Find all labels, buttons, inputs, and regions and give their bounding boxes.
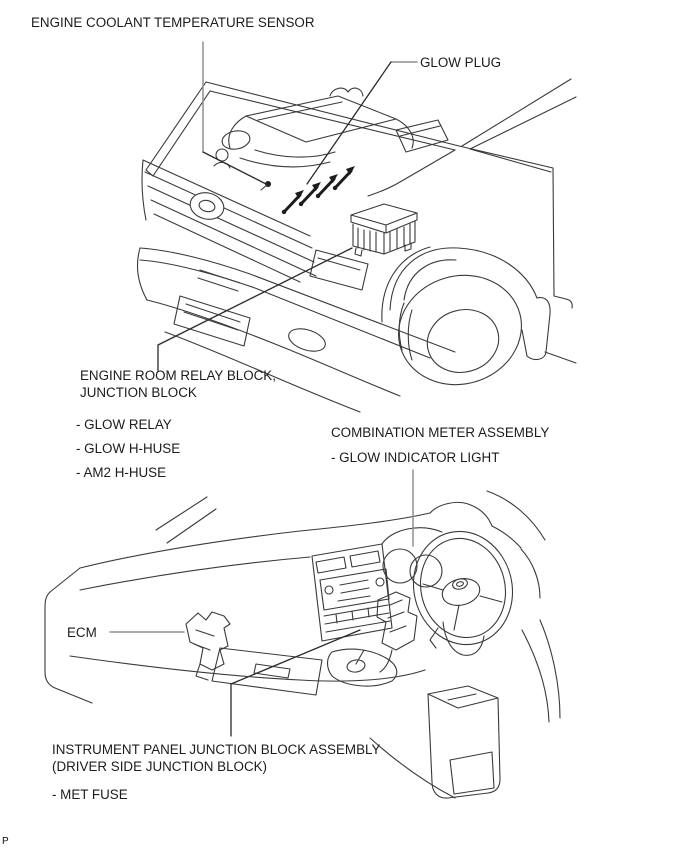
label-ecm: ECM xyxy=(67,625,97,640)
leader-relay-block xyxy=(158,248,352,371)
steering-wheel xyxy=(402,521,525,655)
label-glow-h-fuse: - GLOW H-HUSE xyxy=(76,441,181,456)
combination-meter-cluster xyxy=(382,528,442,587)
relay-block-marker xyxy=(351,204,417,256)
label-engine-room-relay-block xyxy=(80,367,276,401)
label-instrument-panel-junction-block-line1: INSTRUMENT PANEL JUNCTION BLOCK ASSEMBLY xyxy=(52,742,381,757)
ecm-marker xyxy=(186,612,230,680)
label-engine-coolant-temperature-sensor: ENGINE COOLANT TEMPERATURE SENSOR xyxy=(31,15,315,30)
label-engine-room-relay-block-line2: JUNCTION BLOCK xyxy=(80,385,197,400)
leader-junction-block xyxy=(231,630,360,736)
engine-bay-illustration xyxy=(138,42,576,412)
center-stack xyxy=(312,544,392,641)
label-glow-plug: GLOW PLUG xyxy=(420,55,502,70)
label-glow-indicator-light: - GLOW INDICATOR LIGHT xyxy=(331,450,500,465)
label-glow-relay: - GLOW RELAY xyxy=(76,417,172,432)
page-corner-mark: P xyxy=(2,836,9,847)
glow-plug-markers xyxy=(282,166,355,214)
label-engine-room-relay-block-line1: ENGINE ROOM RELAY BLOCK, xyxy=(80,368,276,383)
label-met-fuse: - MET FUSE xyxy=(52,787,128,802)
label-instrument-panel-junction-block-line2: (DRIVER SIDE JUNCTION BLOCK) xyxy=(52,759,268,774)
label-instrument-panel-junction-block xyxy=(52,741,380,775)
leader-glow-plug xyxy=(307,62,417,184)
junction-block-marker xyxy=(377,592,417,672)
label-combination-meter-assembly: COMBINATION METER ASSEMBLY xyxy=(331,425,550,440)
console-box xyxy=(428,686,500,798)
label-am2-h-fuse: - AM2 H-HUSE xyxy=(76,465,167,480)
